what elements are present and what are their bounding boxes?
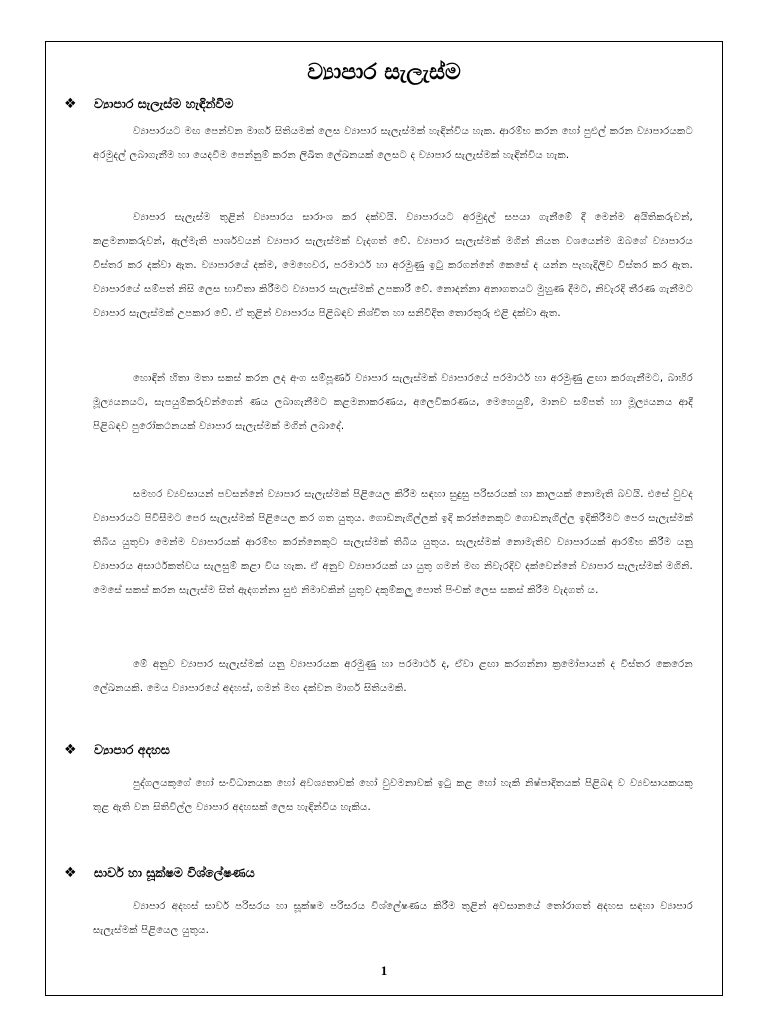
diamond-bullet-icon: ❖ (64, 865, 77, 881)
paragraph: මේ අනුව ව්‍යාපාර සැලැස්මක් යනු ව්‍යාපාරයක අරමුණු හා පරමාර්ථ ද, ඒවා ළඟා කරගන්නා ක්‍රමෝපායන් ද විස්තර කෙරෙන ලේඛනයකි. මෙය ව්‍යාපාරයේ අදහස්, ගමන් මඟ දක්වන මාර්ග සිතියමකි. (93, 659, 693, 694)
paragraph: හොඳින් හිතා මතා සකස් කරන ලද අංග සම්පූර්ණ ව්‍යාපාර සැලැස්මක් ව්‍යාපාරයේ පරමාර්ථ හා අරමුණු ළඟා කරගැනීමට, බාහිර මූල්‍යයනයට, සැපයුම්කරුවන්ගෙන් ණය ලබාගැනීමට කළමනාකරණය, අලෙවිකරණය, මෙහෙයුම්, මානව සම්පත් හා මූල්‍යයනය ආදී පිළිබඳව පුරෝකථනයක් ව්‍යාපාර සැලැස්මක් මගින් ලබාදේ. (93, 373, 693, 432)
section-heading-macro-micro-analysis (64, 864, 255, 882)
section-heading-business-idea (64, 741, 170, 759)
paragraph: පුද්ගලයකුගේ හෝ සංවිධානයක හෝ අවශ්‍යතාවක් හෝ වුවමනාවක් ඉටු කළ හෝ හැකි නිෂ්පාදිතයක් පිළිබඳ ව ව්‍යවසායකයකු තුළ ඇති වන සිතිවිල්ල ව්‍යාපාර අදහසක් ලෙස හැඳින්විය හැකිය. (93, 778, 693, 813)
section-heading-text: ව්‍යාපාර අදහස (94, 742, 170, 757)
paragraph: ව්‍යාපාර අදහස් සාර්ව පරිසරය හා සූක්ෂම පරිසරය විශ්ලේෂණය කිරීම තුළින් අවසානයේ තෝරාගත් අදහස සඳහා ව්‍යාපාර සැලැස්මක් පිළියෙල යුතුය. (93, 901, 693, 936)
paragraph: සමහර ව්‍යවසායන් පවසන්නේ ව්‍යාපාර සැලැස්මක් පිළියෙල කිරීම සඳහා සුදුසු පරිසරයක් හා කාලයක් නොමැති බවයි. එසේ වුවද ව්‍යාපාරයට පිවිසීමට පෙර සැලැස්මක් පිළියෙල කර ගත යුතුය. ගොඩනැගිල්ලක් ඉදි කරන්නෙකුට ගොඩනැගිල්ල ඉදිකිරීමට පෙර සැලැස්මක් තිබිය යුතුවා මෙන්ම ව්‍යාපාරයක් ආරම්භ කරන්නෙකුට සැලැස්මක් තිබිය යුතුය. සැලැස්මක් නොමැතිව ව්‍යාපාරයක් ආරම්භ කිරීම යනු ව්‍යාපාරය අසාර්ථකත්වය සැලසුම් කළා විය හැක. ඒ අනුව ව්‍යාපාරයක් යා යුතු ගමන් මඟ නිවැරදිව දක්වෙන්නේ ව්‍යාපාර සැලැස්මක් මගිනි. මෙසේ සකස් කරන සැලැස්ම සිත් ඇදගන්නා සුළු නිමාවකින් යුතුව දකුම්කලු පොත් පිංචක් ලෙස සකස් කිරීම වැදගත් ය. (93, 489, 693, 596)
paragraph: ව්‍යාපාර සැලැස්ම තුළින් ව්‍යාපාරය සාරාංශ කර දක්වයි. ව්‍යාපාරයට අරමුදල් සපයා ගැනීමේ දී මෙන්ම අයිතිකරුවන්, කළමනාකරුවන්, ඇල්මැති පාර්ශවයන් ව්‍යාපාර සැලැස්මක් වැදගත් වේ. ව්‍යාපාර සැලැස්මක් මගින් නියත වශයෙන්ම ඔබගේ ව්‍යාපාරය විස්තර කර දක්වා ඇත. ව්‍යාපාරයේ දක්ම, මෙහෙවර, පරමාර්ථ හා අරමුණු ඉටු කරගන්නේ කෙසේ ද යන්න පැහැදිලිව විස්තර කර ඇත. ව්‍යාපාරයේ සම්පත් නිසි ලෙස භාවිතා කිරීමට ව්‍යාපාර සැලැස්මක් උපකාරී වේ. නොදන්නා අනාගතයට මුහුණ දීමට, නිවැරදි තීරණ ගැනීමට ව්‍යාපාර සැලැස්මක් උපකාර වේ. ඒ තුළින් ව්‍යාපාරය පිළිබඳව නිශ්චිත හා සනිවිදිත තොරතුරු එළි දක්වා ඇත. (93, 212, 693, 319)
section-heading-text: ව්‍යාපාර සැලැස්ම හැඳින්වීම (94, 96, 234, 111)
document-title: ව්‍යාපාර සැලැස්ම (307, 60, 461, 85)
section-heading-text: සාර්ව හා සූක්ෂම විශ්ලේෂණය (94, 865, 255, 880)
diamond-bullet-icon: ❖ (64, 96, 77, 112)
page-number: 1 (380, 963, 388, 978)
section-heading-introduction (64, 95, 233, 113)
paragraph: ව්‍යාපාරයට මඟ පෙන්වන මාර්ග සිතියමක් ලෙස ව්‍යාපාර සැලැස්මක් හැඳින්විය හැක. ආරම්භ කරන හෝ පුළුල් කරන ව්‍යාපාරයකට අරමුදල් ලබාගැනීම හා යෙදවීම පෙන්නුම් කරන ලිඛිත ලේඛනයක් ලෙසට ද ව්‍යාපාර සැලැස්මක් හැඳින්විය හැක. (93, 126, 693, 161)
diamond-bullet-icon: ❖ (64, 742, 77, 758)
